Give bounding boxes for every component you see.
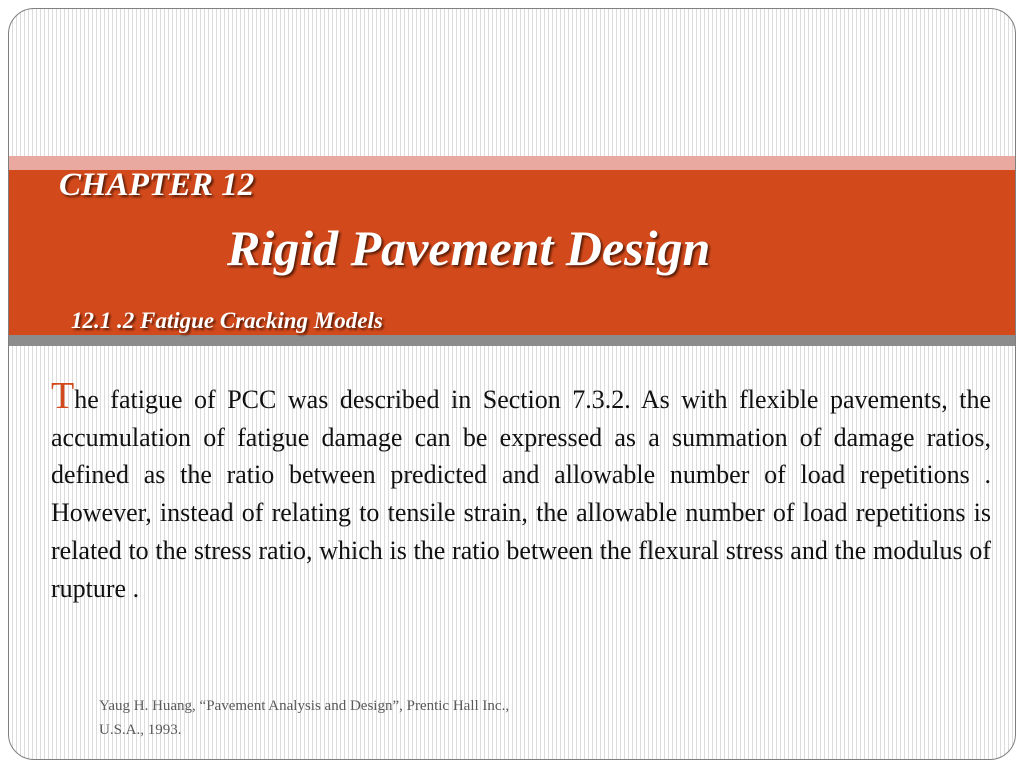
slide-title: Rigid Pavement Design [227,220,711,276]
body-paragraph [51,377,991,607]
chapter-label: CHAPTER 12 [59,167,255,203]
citation [99,694,619,742]
citation-line-2: U.S.A., 1993. [99,722,182,738]
body-text: he fatigue of PCC was described in Section 7.3.2. As with flexible pavements, the accumulation of fatigue damage can be expressed as a summation of damage ratios, defined as the ratio between predicted and allowable number of load repetitions . However, instead of relating to tensile strain, the allowable number of load repetitions is related to the stress ratio, which is the ratio between the flexural stress and the modulus of rupture . [51,385,991,603]
title-bottom-strip [9,335,1016,346]
citation-line-1: Yaug H. Huang, “Pavement Analysis and Design”, Prentic Hall Inc., [99,698,510,714]
drop-cap: T [51,375,75,417]
slide [8,8,1016,760]
section-title: 12.1 .2 Fatigue Cracking Models [71,308,383,333]
